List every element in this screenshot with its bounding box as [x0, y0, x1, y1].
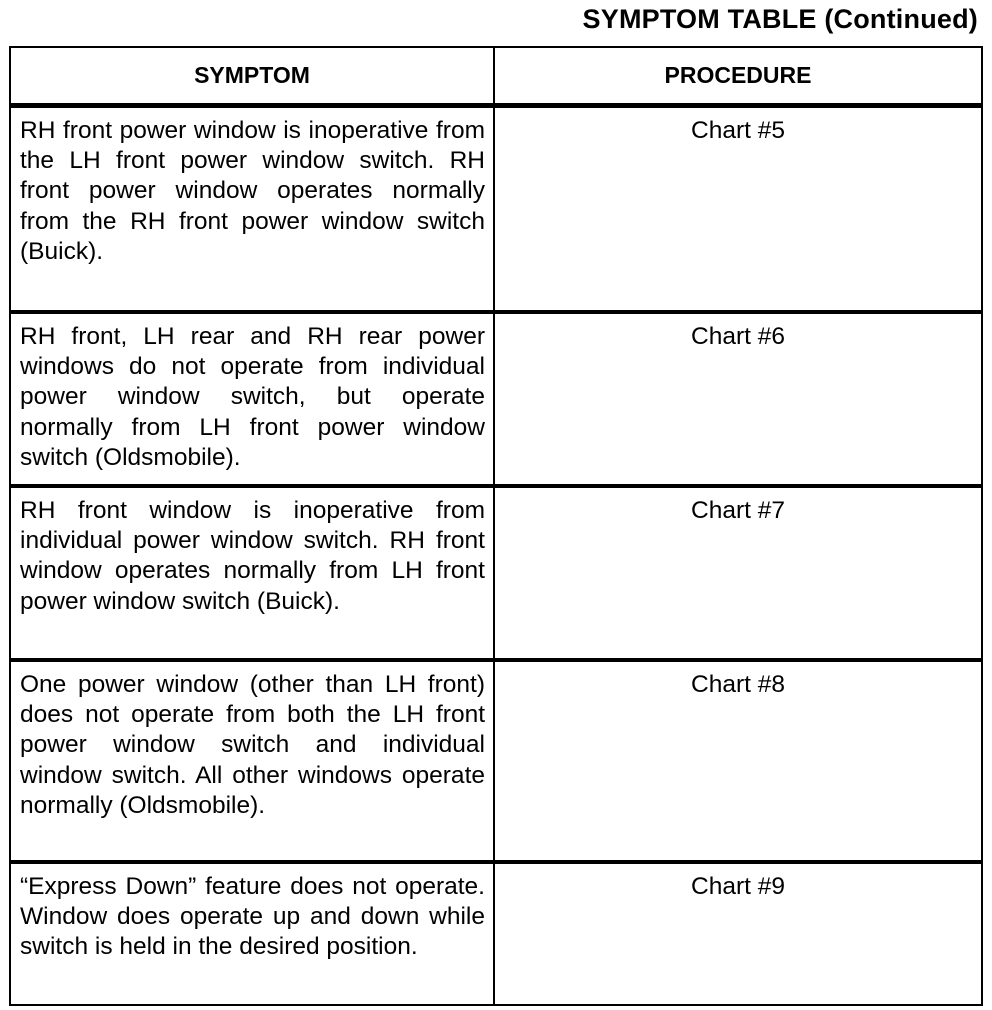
- symptom-cell: [10, 660, 494, 862]
- symptom-cell: [10, 106, 494, 313]
- table-header-row: [10, 47, 982, 106]
- symptom-text: RH front window is inoperative from individual power window switch. RH front window operates normally from LH front power window switch (Buick).: [20, 497, 485, 615]
- symptom-table: [9, 46, 983, 1006]
- symptom-text: RH front, LH rear and RH rear power windows do not operate from individual power window switch, but operate normally from LH front power window switch (Oldsmobile).: [20, 323, 485, 471]
- procedure-cell: [494, 660, 982, 862]
- procedure-cell: [494, 312, 982, 486]
- procedure-text: Chart #6: [691, 323, 785, 350]
- procedure-text: Chart #8: [691, 671, 785, 698]
- table-row: [10, 862, 982, 1005]
- table-row: [10, 486, 982, 660]
- procedure-cell: [494, 486, 982, 660]
- symptom-text: One power window (other than LH front) does not operate from both the LH front power window switch and individual window switch. All other windows operate normally (Oldsmobile).: [20, 671, 485, 819]
- symptom-cell: [10, 312, 494, 486]
- symptom-text: RH front power window is inoperative from the LH front power window switch. RH front power window operates normally from the RH front power window switch (Buick).: [20, 117, 485, 265]
- procedure-text: Chart #9: [691, 873, 785, 900]
- procedure-text: Chart #5: [691, 117, 785, 144]
- table-row: [10, 312, 982, 486]
- procedure-text: Chart #7: [691, 497, 785, 524]
- symptom-cell: [10, 486, 494, 660]
- procedure-cell: [494, 862, 982, 1005]
- table-row: [10, 660, 982, 862]
- page-title: SYMPTOM TABLE (Continued): [582, 4, 978, 34]
- symptom-cell: [10, 862, 494, 1005]
- procedure-cell: [494, 106, 982, 313]
- symptom-column-header: SYMPTOM: [10, 47, 494, 106]
- symptom-text: “Express Down” feature does not operate. Window does operate up and down while switch is held in the desired position.: [20, 873, 485, 961]
- table-row: [10, 106, 982, 313]
- procedure-column-header: PROCEDURE: [494, 47, 982, 106]
